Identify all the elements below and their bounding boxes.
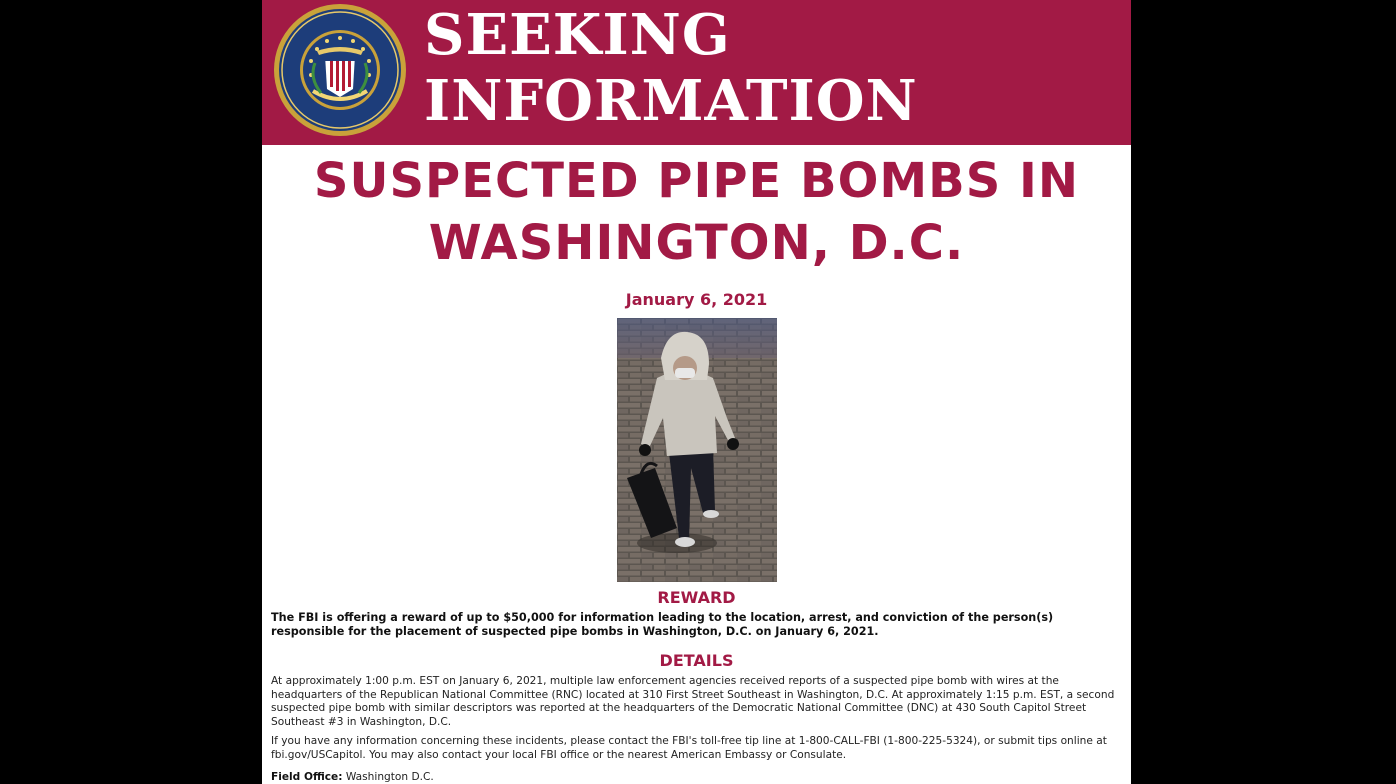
field-office xyxy=(271,771,434,783)
poster-title-line1: SUSPECTED PIPE BOMBS IN xyxy=(313,153,1080,209)
banner-title xyxy=(424,2,918,134)
reward-text: The FBI is offering a reward of up to $50,000 for information leading to the location, arrest, and conviction of the person(s) responsible for the placement of suspected pipe bombs in Washington, D.C. on January 6, 2021. xyxy=(271,611,1054,638)
fbi-seal-icon xyxy=(273,3,407,137)
field-office-label: Field Office: xyxy=(271,771,343,783)
details-heading: DETAILS xyxy=(659,651,734,670)
details-paragraph-2: If you have any information concerning these incidents, please contact the FBI's toll-free tip line at 1-800-CALL-FBI (1-800-225-5324), or submit tips online at fbi.gov/USCapitol. You may also contact your local FBI office or the nearest American Embassy or Consulate. xyxy=(271,735,1107,761)
details-paragraph-1: At approximately 1:00 p.m. EST on January 6, 2021, multiple law enforcement agencies received reports of a suspected pipe bomb with wires at the headquarters of the Republican National Committee (RNC) located at 310 First Street Southeast in Washington, D.C. At approximately 1:15 p.m. EST, a second suspected pipe bomb with similar descriptors was reported at the headquarters of the Democratic National Committee (DNC) at 430 South Capitol Street Southeast #3 in Washington, D.C. xyxy=(271,675,1115,728)
wanted-poster xyxy=(262,0,1131,784)
header-banner xyxy=(262,0,1131,145)
incident-date: January 6, 2021 xyxy=(625,290,768,309)
suspect-photo xyxy=(617,318,777,582)
poster-title xyxy=(262,150,1131,274)
reward-heading: REWARD xyxy=(657,588,736,607)
poster-title-line2: WASHINGTON, D.C. xyxy=(428,215,965,271)
field-office-value: Washington D.C. xyxy=(345,771,434,783)
banner-title-line2: INFORMATION xyxy=(424,68,918,134)
banner-title-line1: SEEKING xyxy=(424,2,731,68)
